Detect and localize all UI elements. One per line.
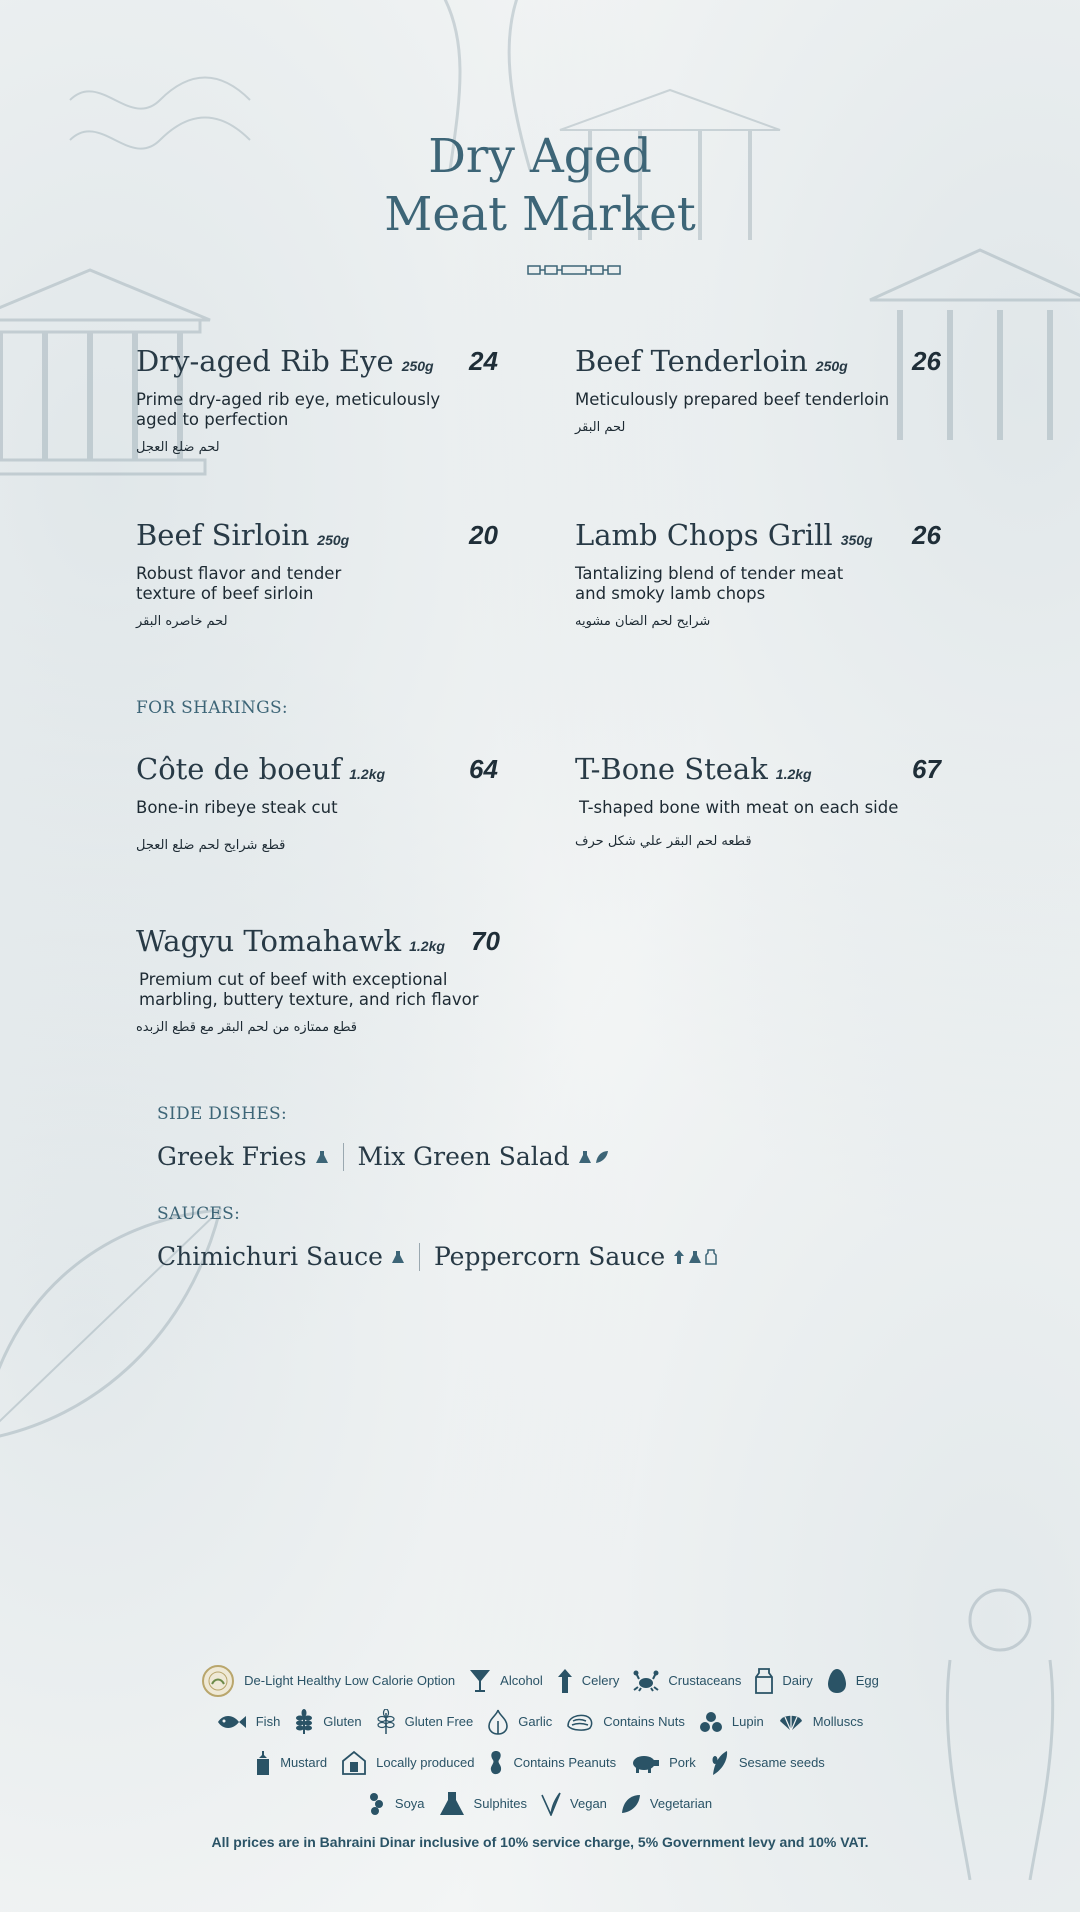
legend-mustard xyxy=(255,1750,327,1776)
legend-vegetarian xyxy=(621,1794,712,1814)
item-weight: 1.2kg xyxy=(409,938,445,954)
item-arabic-name: قطعه لحم البقر علي شكل حرف xyxy=(575,834,752,849)
legend-fish xyxy=(217,1713,281,1731)
shell-icon xyxy=(778,1711,804,1733)
legend-crustaceans xyxy=(633,1670,741,1692)
legend-label: Vegetarian xyxy=(649,1796,713,1811)
leaf-sketch-icon xyxy=(0,1180,240,1480)
legend-label: Pork xyxy=(669,1755,696,1770)
sauces-label: SAUCES: xyxy=(157,1204,241,1224)
crab-icon xyxy=(633,1670,659,1692)
item-description: T-shaped bone with meat on each side xyxy=(579,798,899,817)
leaf-icon xyxy=(621,1794,641,1814)
separator xyxy=(343,1143,344,1171)
item-description: Robust flavor and tender texture of beef sirloin xyxy=(136,564,342,603)
sulphites-icon xyxy=(688,1250,702,1264)
legend-label: Contains Peanuts xyxy=(513,1755,617,1770)
legend-label: Mustard xyxy=(280,1755,328,1770)
nuts-icon xyxy=(566,1712,594,1732)
item-name: Dry-aged Rib Eye xyxy=(136,344,394,378)
legend-label: Soya xyxy=(394,1796,425,1811)
menu-item-cote-de-boeuf xyxy=(136,752,506,853)
legend-dairy xyxy=(755,1668,812,1694)
milk-carton-icon xyxy=(755,1668,773,1694)
legend-label: Fish xyxy=(255,1714,281,1729)
item-price: 70 xyxy=(471,926,500,956)
item-description: Tantalizing blend of tender meat and smoky lamb chops xyxy=(575,564,844,603)
item-arabic-name: لحم ضلع العجل xyxy=(136,440,220,455)
legend-molluscs xyxy=(778,1711,864,1733)
item-weight: 1.2kg xyxy=(349,766,386,782)
legend-pork xyxy=(630,1753,696,1773)
legend-label: Sulphites xyxy=(473,1796,528,1811)
menu-item-lamb-chops xyxy=(575,518,945,629)
soy-icon xyxy=(368,1792,386,1816)
pig-icon xyxy=(630,1753,660,1773)
item-price: 67 xyxy=(912,754,941,784)
sauce-chimichuri: Chimichuri Sauce xyxy=(157,1242,383,1271)
sulphites-icon xyxy=(391,1250,405,1264)
legend-label: Contains Nuts xyxy=(603,1714,685,1729)
wheat-outline-icon xyxy=(376,1709,396,1735)
legend-alcohol xyxy=(469,1669,543,1693)
flask-icon xyxy=(439,1791,465,1817)
allergen-legend xyxy=(0,1660,1080,1824)
legend-row-3 xyxy=(0,1742,1080,1783)
side-dish-mix-green-salad: Mix Green Salad xyxy=(357,1142,570,1171)
legend-de-light xyxy=(201,1664,455,1698)
legend-label: Lupin xyxy=(731,1714,764,1729)
menu-item-sirloin xyxy=(136,518,506,629)
local-house-icon xyxy=(341,1750,367,1776)
legend-label: Garlic xyxy=(518,1714,553,1729)
legend-contains-peanuts xyxy=(488,1750,616,1776)
item-name: Beef Tenderloin xyxy=(575,344,808,378)
de-light-badge-icon xyxy=(201,1664,235,1698)
vegetarian-icon xyxy=(595,1150,609,1164)
item-weight: 250g xyxy=(815,358,848,374)
vegan-sprout-icon xyxy=(541,1792,561,1816)
dairy-icon xyxy=(705,1249,717,1265)
legend-label: Dairy xyxy=(782,1673,813,1688)
peanut-icon xyxy=(488,1750,504,1776)
title-line-2: Meat Market xyxy=(384,187,696,242)
legend-soya xyxy=(368,1792,425,1816)
sauces-row xyxy=(157,1242,717,1271)
sauce-peppercorn: Peppercorn Sauce xyxy=(433,1242,666,1271)
side-dishes-label: SIDE DISHES: xyxy=(157,1104,288,1124)
legend-label: Molluscs xyxy=(812,1714,864,1729)
item-arabic-name: قطع ممتازه من لحم البقر مع قطع الزبده xyxy=(136,1020,357,1035)
legend-label: Gluten Free xyxy=(404,1714,474,1729)
item-arabic-name: قطع شرايح لحم ضلع العجل xyxy=(136,838,286,853)
item-price: 26 xyxy=(912,346,941,376)
legend-label: Crustaceans xyxy=(668,1673,742,1688)
item-weight: 250g xyxy=(317,532,350,548)
page-title xyxy=(0,128,1080,244)
separator xyxy=(419,1243,420,1271)
sulphites-icon xyxy=(578,1150,592,1164)
item-description: Meticulously prepared beef tenderloin xyxy=(575,390,890,409)
divider-ornament-icon xyxy=(527,263,621,277)
menu-item-wagyu-tomahawk xyxy=(136,924,556,1035)
item-price: 20 xyxy=(469,520,498,550)
legend-label: Alcohol xyxy=(500,1673,543,1688)
legend-contains-nuts xyxy=(566,1712,685,1732)
item-price: 24 xyxy=(469,346,498,376)
item-weight: 250g xyxy=(401,358,434,374)
legend-label: Locally produced xyxy=(376,1755,475,1770)
celery-icon xyxy=(673,1249,685,1265)
menu-item-tenderloin xyxy=(575,344,945,435)
legend-label: De-Light Healthy Low Calorie Option xyxy=(244,1673,456,1688)
legend-label: Egg xyxy=(855,1673,879,1688)
item-price: 26 xyxy=(912,520,941,550)
side-dish-greek-fries: Greek Fries xyxy=(157,1142,307,1171)
legend-gluten-free xyxy=(376,1709,474,1735)
mustard-bottle-icon xyxy=(255,1750,271,1776)
legend-label: Vegan xyxy=(570,1796,607,1811)
fish-icon xyxy=(217,1713,247,1731)
item-description: Premium cut of beef with exceptional marbling, buttery texture, and rich flavor xyxy=(139,970,479,1009)
price-disclaimer: All prices are in Bahraini Dinar inclusive of 10% service charge, 5% Government levy and 10% VAT. xyxy=(211,1834,869,1850)
side-dishes-row xyxy=(157,1142,609,1171)
alcohol-glass-icon xyxy=(469,1669,491,1693)
garlic-icon xyxy=(487,1709,509,1735)
legend-garlic xyxy=(487,1709,552,1735)
item-arabic-name: لحم البقر xyxy=(575,420,626,435)
item-weight: 350g xyxy=(840,532,873,548)
legend-sulphites xyxy=(439,1791,527,1817)
sesame-icon xyxy=(710,1750,730,1776)
legend-lupin xyxy=(699,1711,764,1733)
item-name: Beef Sirloin xyxy=(136,518,310,552)
item-description: Prime dry-aged rib eye, meticulously aged to perfection xyxy=(136,390,441,429)
item-name: Wagyu Tomahawk xyxy=(136,924,402,958)
item-name: Lamb Chops Grill xyxy=(575,518,833,552)
legend-vegan xyxy=(541,1792,607,1816)
legend-row-4 xyxy=(0,1783,1080,1824)
egg-icon xyxy=(827,1668,847,1694)
title-line-1: Dry Aged xyxy=(428,129,652,184)
item-price: 64 xyxy=(469,754,498,784)
legend-egg xyxy=(827,1668,879,1694)
legend-row-2 xyxy=(0,1701,1080,1742)
celery-icon xyxy=(557,1668,573,1694)
menu-item-rib-eye xyxy=(136,344,506,455)
legend-row-1 xyxy=(0,1660,1080,1701)
wheat-icon xyxy=(294,1709,314,1735)
sulphites-icon xyxy=(315,1150,329,1164)
legend-label: Gluten xyxy=(323,1714,362,1729)
legend-celery xyxy=(557,1668,620,1694)
item-description: Bone-in ribeye steak cut xyxy=(136,798,338,817)
legend-gluten xyxy=(294,1709,361,1735)
item-name: T-Bone Steak xyxy=(575,752,768,786)
legend-sesame xyxy=(710,1750,825,1776)
item-name: Côte de boeuf xyxy=(136,752,342,786)
legend-label: Sesame seeds xyxy=(738,1755,825,1770)
legend-locally-produced xyxy=(341,1750,474,1776)
sharing-section-label: FOR SHARINGS: xyxy=(136,698,288,718)
legend-label: Celery xyxy=(581,1673,620,1688)
menu-item-t-bone xyxy=(575,752,945,849)
item-arabic-name: لحم خاصره البقر xyxy=(136,614,228,629)
item-arabic-name: شرايح لحم الضان مشويه xyxy=(575,614,711,629)
lupin-icon xyxy=(699,1711,723,1733)
item-weight: 1.2kg xyxy=(775,766,812,782)
